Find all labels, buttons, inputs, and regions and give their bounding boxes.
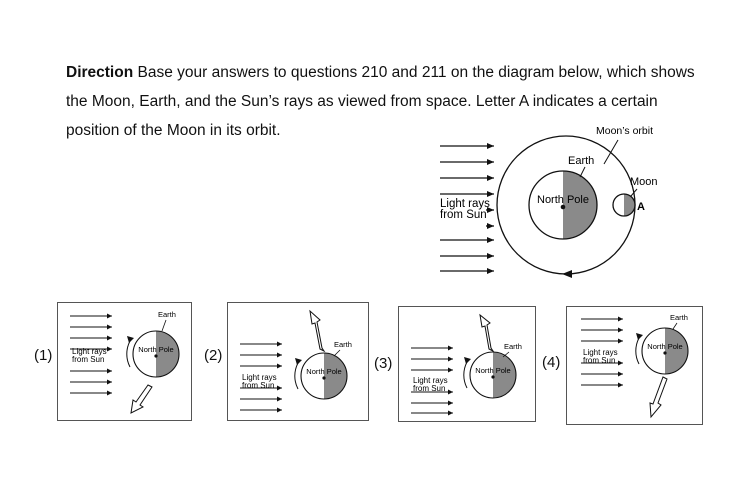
main-diagram — [430, 120, 680, 282]
choice-3-rays-line1: Light rays — [413, 376, 448, 385]
choice-1-number: (1) — [34, 347, 53, 364]
choice-3-moon-arrow — [480, 315, 493, 351]
choice-2-north-pole: North Pole — [306, 367, 342, 376]
choice-2-number: (2) — [204, 347, 223, 364]
choice-3-north-pole: North Pole — [475, 366, 511, 375]
choice-3-diagram — [399, 307, 535, 421]
choice-4-rays-line2: from Sun — [583, 356, 616, 365]
orbit-label: Moon’s orbit — [596, 125, 654, 137]
choice-1-rays-line1: Light rays — [72, 347, 107, 356]
north-pole-label: North Pole — [537, 194, 589, 206]
choice-3-rays-line2: from Sun — [413, 384, 446, 393]
choice-1-north-pole: North Pole — [138, 345, 174, 354]
choice-4-diagram — [567, 307, 702, 424]
choice-4-number: (4) — [542, 354, 561, 371]
rays-label-line1: Light rays — [440, 198, 490, 210]
choice-1-panel[interactable] — [57, 302, 192, 421]
moon-shaded-half — [624, 194, 635, 216]
choice-3-panel[interactable] — [398, 306, 536, 422]
choice-1-moon-arrow — [131, 385, 152, 413]
moon-label: Moon — [630, 176, 658, 188]
choice-1-rays-line2: from Sun — [72, 355, 105, 364]
choice-3-earth-label: Earth — [504, 342, 522, 351]
choice-4-rays-line1: Light rays — [583, 348, 618, 357]
earth-label: Earth — [568, 155, 595, 167]
position-a-label: A — [637, 201, 645, 213]
direction-body: Base your answers to questions 210 and 211 on the diagram below, which shows the Moon, Earth, and the Sun’s rays as viewed from space. Letter A indicates a certain position of the Moon in its orbit. — [66, 64, 695, 139]
choice-2-moon-arrow — [310, 311, 324, 351]
choice-1-earth-label: Earth — [158, 310, 176, 319]
choice-4-moon-arrow — [650, 377, 667, 417]
choice-4-north-pole: North Pole — [647, 342, 683, 351]
orbit-direction-arrow — [562, 270, 572, 278]
rays-label-line2: from Sun — [440, 209, 487, 221]
choice-1-diagram — [58, 303, 191, 420]
choice-2-earth-label: Earth — [334, 340, 352, 349]
choice-4-panel[interactable] — [566, 306, 703, 425]
choice-2-rays-line2: from Sun — [242, 381, 275, 390]
choice-2-panel[interactable] — [227, 302, 369, 421]
choice-2-rays-line1: Light rays — [242, 373, 277, 382]
choice-2-diagram — [228, 303, 368, 420]
choice-3-number: (3) — [374, 355, 393, 372]
choice-4-earth-label: Earth — [670, 313, 688, 322]
direction-lead: Direction — [66, 64, 134, 81]
